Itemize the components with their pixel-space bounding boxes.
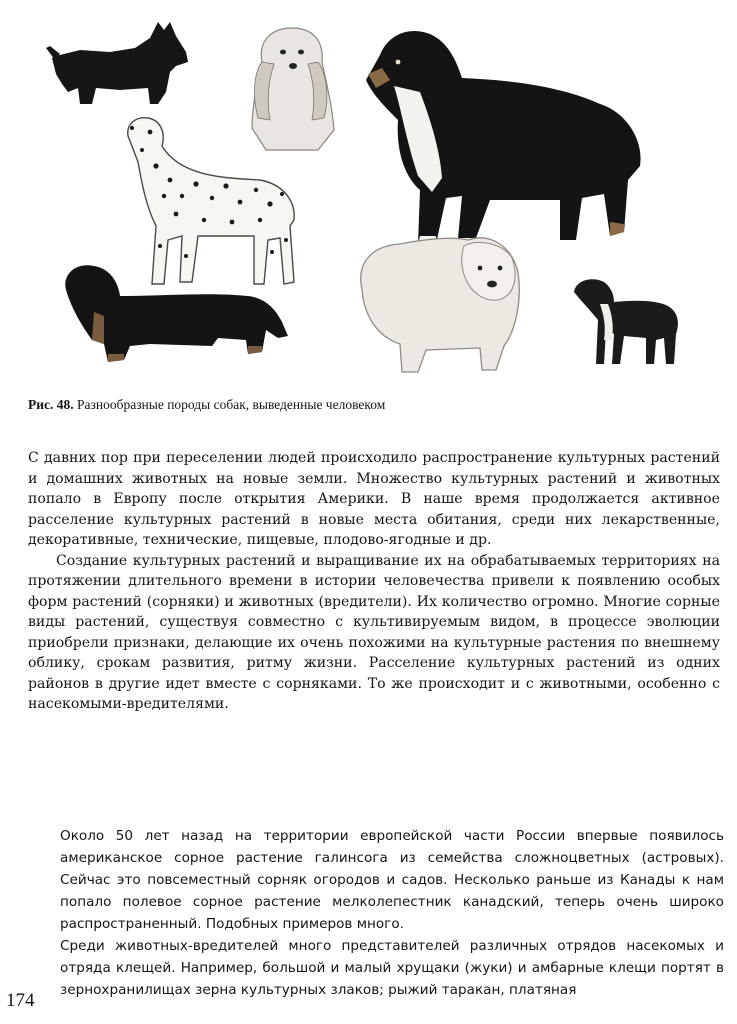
dog-breeds-illustration — [0, 0, 737, 392]
paragraph-1: С давних пор при переселении людей происходило распространение культурных растений и домашних животных на новые земли. Множество культурных растений и животных попало в Европу после открытия Америки. В наше время продолжается активное расселение культурных растений в новые места обитания, среди них лекарственные, декоративные, технические, пищевые, плодово-ягодные и др. — [28, 450, 720, 548]
figure-caption-text: Разнообразные породы собак, выведенные человеком — [77, 397, 386, 412]
scottish-terrier-drawing — [46, 22, 188, 104]
figure-label: Рис. 48. — [28, 397, 74, 412]
note-paragraph-1: Около 50 лет назад на территории европейской части России впервые появилось американское сорное растение галинсога из семейства сложноцветных (астровых). Сейчас это повсеместный сорняк огородов и садов. Несколько раньше из Канады к нам попало полевое сорное растение мелколепестник канадский, теперь очень широко распространенный. Подобных примеров много. — [60, 828, 724, 932]
note-paragraph-2: Среди животных-вредителей много представителей различных отрядов насекомых и отряда клещей. Например, большой и малый хрущаки (жуки) и амбарные клещи портят в зернохранилищах зерна культурных злаков; рыжий таракан, платяная — [60, 938, 724, 998]
chow-chow-drawing — [361, 238, 519, 372]
page-number: 174 — [6, 990, 35, 1011]
italian-greyhound-drawing — [574, 279, 678, 364]
main-text — [28, 448, 720, 715]
bernese-mountain-dog-drawing — [366, 31, 641, 244]
supplementary-text — [60, 825, 724, 1001]
figure-caption — [28, 396, 718, 414]
cocker-spaniel-drawing — [252, 28, 334, 150]
paragraph-2: Создание культурных растений и выращивание их на обрабатываемых территориях на протяжении длительного времени в истории человечества привели к появлению особых форм растений (сорняки) и животных (вредители). Их количество огромно. Многие сорные виды растений, существуя совместно с культивируемым видом, в процессе эволюции приобрели признаки, делающие их очень похожими на культурные растения по внешнему облику, срокам развития, ритму жизни. Расселение культурных растений из одних районов в другие идет вместе с сорняками. То же происходит и с животными, особенно с насекомыми-вредителями. — [28, 552, 720, 712]
